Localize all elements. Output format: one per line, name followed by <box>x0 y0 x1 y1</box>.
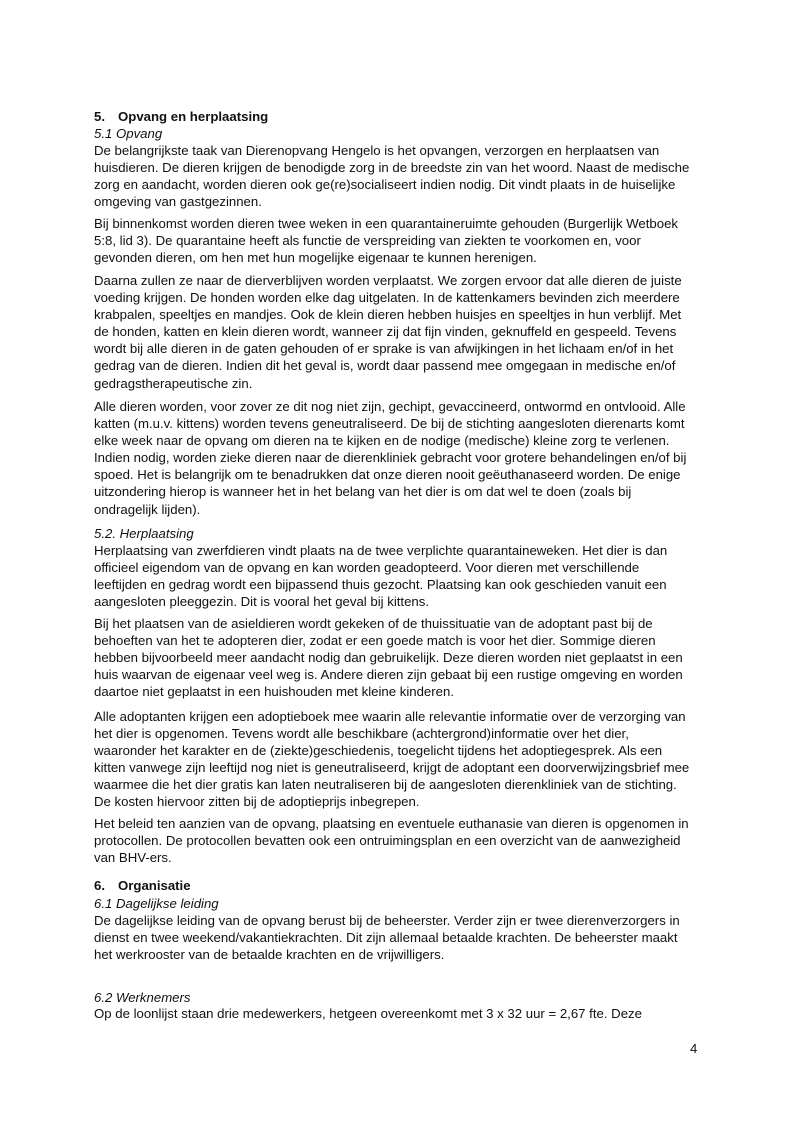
subsection-heading: 5.1 Opvang <box>94 126 163 141</box>
text-line: Het beleid ten aanzien van de opvang, plaatsing en eventuele euthanasie van dieren is opgenomen in <box>94 816 689 831</box>
subsection-heading: 6.2 Werknemers <box>94 990 191 1005</box>
text-line: Alle dieren worden, voor zover ze dit nog niet zijn, gechipt, gevaccineerd, ontwormd en ontvlooid. Alle <box>94 399 686 414</box>
paragraph-5-2-a <box>94 542 706 610</box>
text-line: protocollen. De protocollen bevatten ook een ontruimingsplan en een overzicht van de aanwezigheid <box>94 833 681 849</box>
text-line: dienst en twee weekend/vakantiekrachten. Dit zijn allemaal betaalde krachten. De beheerster maakt <box>94 930 678 946</box>
paragraph-5-1-a <box>94 142 706 210</box>
text-line: Daarna zullen ze naar de dierverblijven worden verplaatst. We zorgen ervoor dat alle dieren de juiste <box>94 273 682 288</box>
text-line: het dier is opgenomen. Tevens wordt alle beschikbare (achtergrond)informatie over het dier, <box>94 726 629 742</box>
text-line: behoeften van het te adopteren dier, zodat er een goede match is voor het dier. Sommige dieren <box>94 633 656 649</box>
subsection-6-1-heading <box>94 895 706 912</box>
paragraph-5-2-c <box>94 708 706 811</box>
section-title: Organisatie <box>118 878 191 893</box>
text-line: zorg en aandacht, worden dieren ook ge(re)socialiseert indien nodig. Dit vindt plaats in de huiselijke <box>94 177 676 193</box>
section-title: Opvang en herplaatsing <box>118 109 269 124</box>
text-line: Alle adoptanten krijgen een adoptieboek mee waarin alle relevantie informatie over de verzorging van <box>94 709 686 724</box>
text-line: De belangrijkste taak van Dierenopvang Hengelo is het opvangen, verzorgen en herplaatsen van <box>94 143 660 158</box>
paragraph-5-1-c <box>94 272 706 392</box>
page-number: 4 <box>690 1041 698 1056</box>
subsection-6-2-heading <box>94 989 706 1006</box>
text-line: wordt bij alle dieren in de gaten gehouden of er sprake is van afwijkingen in het lichaam en/of in het <box>94 341 674 357</box>
paragraph-5-1-d <box>94 398 706 518</box>
text-line: 5:8, lid 3). De quarantaine heeft als functie de verspreiding van ziekten te voorkomen en, voor <box>94 233 641 249</box>
text-line: officieel eigendom van de opvang en kan worden geadopteerd. Voor dieren met verschillende <box>94 560 640 576</box>
text-line: van BHV-ers. <box>94 850 172 866</box>
text-line: Bij binnenkomst worden dieren twee weken in een quarantaineruimte gehouden (Burgerlijk Wetboek <box>94 216 679 231</box>
text-line: Bij het plaatsen van de asieldieren wordt gekeken of de thuissituatie van de adoptant past bij de <box>94 616 653 631</box>
text-line: gedragstherapeutische zin. <box>94 375 253 391</box>
section-6-heading <box>94 877 706 895</box>
text-line: aangesloten pleeggezin. Dit is vooral het geval bij kittens. <box>94 594 430 610</box>
subsection-heading: 5.2. Herplaatsing <box>94 526 194 541</box>
paragraph-5-2-b <box>94 615 706 700</box>
text-line: elke week naar de opvang om dieren na te kijken en de nodige (medische) kleine zorg te verlenen. <box>94 433 670 449</box>
subsection-heading: 6.1 Dagelijkse leiding <box>94 896 219 911</box>
text-line: gedrag van de dieren. Indien dit het geval is, wordt daar passend mee omgegaan in medische en/of <box>94 358 676 374</box>
text-line: huisdieren. De dieren krijgen de benodigde zorg in de breedste zin van het woord. Naast de medische <box>94 160 690 176</box>
text-line: Op de loonlijst staan drie medewerkers, hetgeen overeenkomt met 3 x 32 uur = 2,67 fte. Deze <box>94 1006 642 1021</box>
text-line: spoed. Het is belangrijk om te benadrukken dat onze dieren nooit geëuthanaseerd worden. De enige <box>94 467 681 483</box>
subsection-5-1-heading <box>94 125 706 142</box>
paragraph-6-2-a <box>94 1005 706 1022</box>
text-line: de honden, katten en klein dieren wordt, wanneer zij dat fijn vinden, geknuffeld en gespeeld. Tevens <box>94 324 677 340</box>
text-line: daartoe niet geplaatst in een huishouden met kleine kinderen. <box>94 684 454 700</box>
paragraph-6-1-a <box>94 912 706 963</box>
text-line: omgeving van gastgezinnen. <box>94 194 262 210</box>
text-line: ondragelijk lijden). <box>94 501 201 517</box>
section-number: 5. <box>94 109 105 124</box>
text-line: kitten vanwege zijn leeftijd nog niet is geneutraliseerd, krijgt de adoptant een doorverwijzingsbrief mee <box>94 760 690 776</box>
text-line: leeftijden en gedrag wordt een bijpassend thuis gezocht. Plaatsing kan ook geschieden vanuit een <box>94 577 667 593</box>
text-line: katten (m.u.v. kittens) worden tevens geneutraliseerd. De bij de stichting aangesloten dierenarts komt <box>94 416 685 432</box>
text-line: De kosten hiervoor zitten bij de adoptieprijs inbegrepen. <box>94 794 420 810</box>
text-line: het werkrooster van de betaalde krachten en de vrijwilligers. <box>94 947 445 963</box>
section-number: 6. <box>94 878 105 893</box>
subsection-5-2-heading <box>94 525 706 542</box>
text-line: huis waarvan de eigenaar veel weg is. Andere dieren zijn gebaat bij een rustige omgeving en worden <box>94 667 683 683</box>
paragraph-5-1-b <box>94 215 706 266</box>
text-line: gevonden dieren, om hen met hun mogelijke eigenaar te kunnen herenigen. <box>94 250 537 266</box>
text-line: uitzondering hierop is wanneer het in het belang van het dier is om dat wel te doen (zoals bij <box>94 484 632 500</box>
text-line: krabpalen, speeltjes en mandjes. Ook de klein dieren hebben huisjes en speeltjes in hun verblijf. Met <box>94 307 682 323</box>
text-line: De dagelijkse leiding van de opvang berust bij de beheerster. Verder zijn er twee dierenverzorgers in <box>94 913 680 928</box>
text-line: Indien nodig, worden zieke dieren naar de dierenkliniek gebracht voor grotere behandelingen en/of bij <box>94 450 687 466</box>
text-line: waarmee die het dier gratis kan laten neutraliseren bij de aangesloten dierenkliniek van de stichting. <box>94 777 677 793</box>
text-line: waaronder het karakter en de (ziekte)geschiedenis, toegelicht tijdens het adoptiegesprek. Als een <box>94 743 663 759</box>
text-line: voeding krijgen. De honden worden elke dag uitgelaten. In de kattenkamers bevinden zich meerdere <box>94 290 680 306</box>
text-line: hebben bijvoorbeeld meer aandacht nodig dan gebruikelijk. Deze dieren worden niet geplaatst in een <box>94 650 683 666</box>
text-line: Herplaatsing van zwerfdieren vindt plaats na de twee verplichte quarantaineweken. Het dier is dan <box>94 543 668 558</box>
section-5-heading <box>94 108 706 126</box>
paragraph-5-2-d <box>94 815 706 866</box>
